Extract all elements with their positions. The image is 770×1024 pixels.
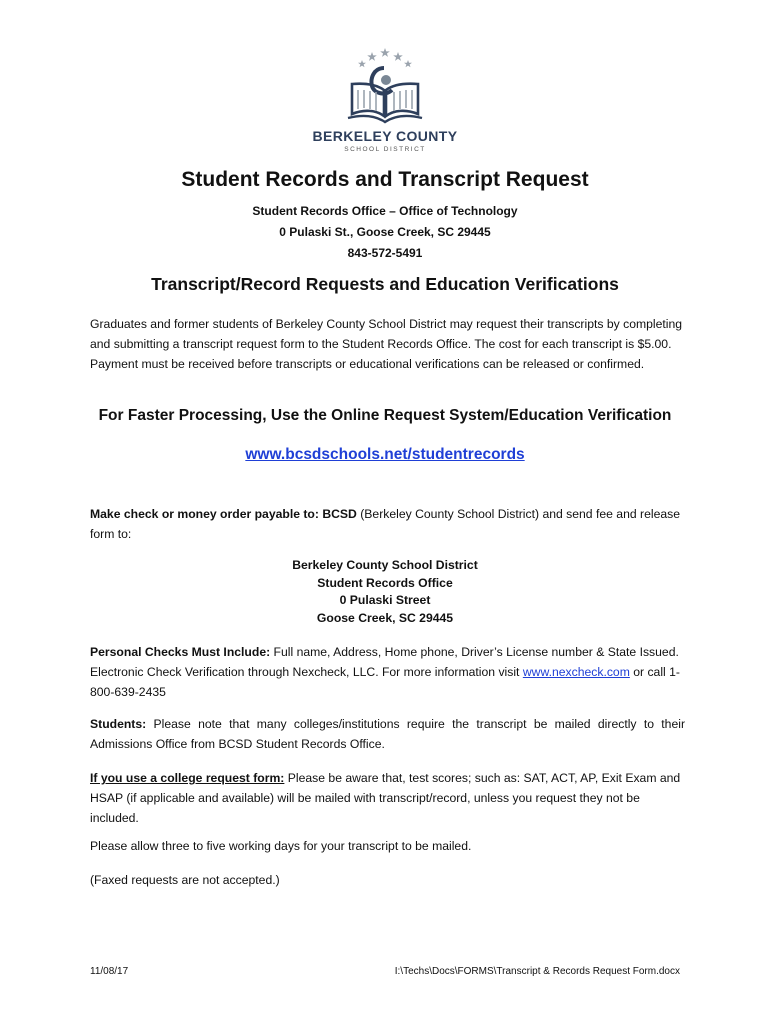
office-info	[0, 201, 770, 264]
office-address: 0 Pulaski St., Goose Creek, SC 29445	[279, 225, 491, 239]
college-form-paragraph	[90, 768, 685, 828]
student-records-link[interactable]: www.bcsdschools.net/studentrecords	[245, 446, 525, 463]
book-logo-icon	[300, 46, 470, 126]
payable-label: Make check or money order payable to: BCSD	[90, 507, 357, 521]
footer-file-path: I:\Techs\Docs\FORMS\Transcript & Records Request Form.docx	[394, 966, 680, 977]
address-line-3: 0 Pulaski Street	[339, 593, 431, 607]
checks-label: Personal Checks Must Include:	[90, 645, 271, 659]
personal-checks-paragraph	[90, 642, 685, 702]
faxed-note: (Faxed requests are not accepted.)	[90, 873, 280, 887]
website-link-container	[0, 446, 770, 464]
address-line-2: Student Records Office	[317, 575, 453, 590]
footer-date: 11/08/17	[90, 966, 129, 977]
students-paragraph	[90, 714, 685, 754]
address-line-4: Goose Creek, SC 29445	[316, 610, 454, 625]
payable-text: (Berkeley County School District) and send fee and release form to:	[90, 507, 680, 541]
allow-days-paragraph: Please allow three to five working days for your transcript to be mailed.	[90, 839, 472, 853]
district-logo	[300, 46, 470, 158]
payable-paragraph	[90, 504, 685, 544]
faster-processing-heading: For Faster Processing, Use the Online Request System/Education Verification	[98, 407, 672, 424]
students-label: Students:	[90, 717, 147, 731]
intro-paragraph: Graduates and former students of Berkeley County School District may request their transcripts by completing and submitting a transcript request form to the Student Records Office. The cost for each transcript is $5.00. Payment must be received before transcripts or educational verifications can be released or confirmed.	[90, 317, 683, 371]
address-line-1: Berkeley County School District	[292, 558, 478, 572]
college-form-label: If you use a college request form:	[90, 771, 285, 785]
office-phone: 843-572-5491	[347, 246, 423, 260]
nexcheck-link[interactable]: www.nexcheck.com	[522, 665, 630, 679]
mailing-address	[0, 557, 770, 627]
section-heading: Transcript/Record Requests and Education Verifications	[151, 274, 619, 294]
checks-phone: or call 1-800-639-2435	[90, 665, 680, 699]
logo-subtitle: SCHOOL DISTRICT	[344, 146, 426, 153]
logo-district-name: BERKELEY COUNTY	[312, 128, 458, 144]
page-title: Student Records and Transcript Request	[181, 168, 589, 191]
checks-text: Full name, Address, Home phone, Driver’s License number & State Issued. Electronic Check Verification through Nexcheck, LLC. For more information visit	[90, 645, 679, 679]
students-text: Please note that many colleges/institutions require the transcript be mailed directly to their Admissions Office from BCSD Student Records Office.	[90, 717, 685, 751]
office-name: Student Records Office – Office of Technology	[252, 204, 518, 218]
college-form-text: Please be aware that, test scores; such as: SAT, ACT, AP, Exit Exam and HSAP (if applicable and available) will be mailed with transcript/record, unless you request they not be included.	[90, 771, 681, 825]
